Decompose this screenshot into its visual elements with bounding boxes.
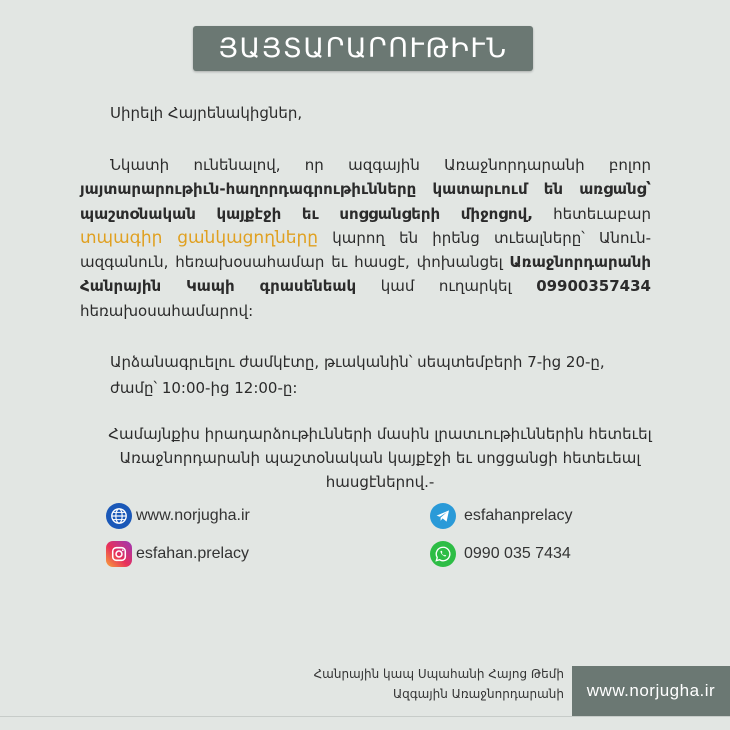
paragraph-text: հետեւաբար xyxy=(532,204,652,223)
registration-hours: ժամը՝ 10:00-ից 12:00-ը: xyxy=(110,379,298,397)
paragraph-text: հեռախօսահամարով: xyxy=(80,301,254,320)
follow-info xyxy=(100,422,660,494)
greeting: Սիրելի Հայրենակիցներ, xyxy=(110,104,303,122)
footer-divider xyxy=(0,716,730,717)
instagram-icon xyxy=(106,541,132,567)
registration-period xyxy=(110,349,630,401)
website-link[interactable]: www.norjugha.ir xyxy=(136,507,250,524)
website-contact[interactable] xyxy=(106,503,250,529)
globe-icon xyxy=(106,503,132,529)
paragraph-bold-text: յայտարարութիւն-հաղորդագրութիւնները կատարւում են առցանց՝ պաշտօնական կայքէջի եւ սոցցանցերի միջոցով, xyxy=(80,180,651,223)
announcement-paragraph xyxy=(80,153,651,323)
telegram-contact[interactable] xyxy=(430,503,573,529)
paragraph-text: կամ ուղարկել xyxy=(356,277,537,296)
follow-line: հասցէներով.- xyxy=(325,473,435,491)
instagram-contact[interactable] xyxy=(106,541,249,567)
highlighted-text: տպագիր ցանկացողները xyxy=(80,227,319,248)
telegram-handle[interactable]: esfahanprelacy xyxy=(464,507,573,524)
paragraph-text: Նկատի ունենալով, որ ազգային Առաջնորդարանի բոլոր xyxy=(110,156,651,174)
whatsapp-icon xyxy=(430,541,456,567)
instagram-handle[interactable]: esfahan.prelacy xyxy=(136,545,249,562)
footer-website[interactable]: www.norjugha.ir xyxy=(572,666,730,716)
office-name: Առաջնորդարանի Հանրային Կապի գրասենեակ xyxy=(80,253,651,296)
footer-line: Հանրային կապ Սպահանի Հայոց Թեմի xyxy=(313,667,564,681)
follow-line: Առաջնորդարանի պաշտօնական կայքէջի եւ սոցցանցի հետեւեալ xyxy=(119,449,641,467)
announcement-title: ՅԱՅՏԱՐԱՐՈՒԹԻՒՆ xyxy=(193,26,533,71)
registration-dates: Արձանագրւելու ժամկէտը, թւականին՝ սեպտեմբերի 7-ից 20-ը, xyxy=(110,353,605,371)
whatsapp-contact[interactable] xyxy=(430,541,571,567)
paragraph-text: կարող են իրենց տւեալները՝ Անուն-ազգանուն, հեռախօսահամար եւ հասցէ, փոխանցել xyxy=(80,228,651,272)
telegram-icon xyxy=(430,503,456,529)
whatsapp-number[interactable]: 0990 035 7434 xyxy=(464,545,571,562)
footer-organization xyxy=(300,664,564,704)
phone-number: 09900357434 xyxy=(536,277,651,296)
follow-line: Համայնքիս իրադարձութիւնների մասին լրատւութիւններին հետեւել xyxy=(108,425,652,443)
footer-line: Ազգային Առաջնորդարանի xyxy=(392,687,564,701)
